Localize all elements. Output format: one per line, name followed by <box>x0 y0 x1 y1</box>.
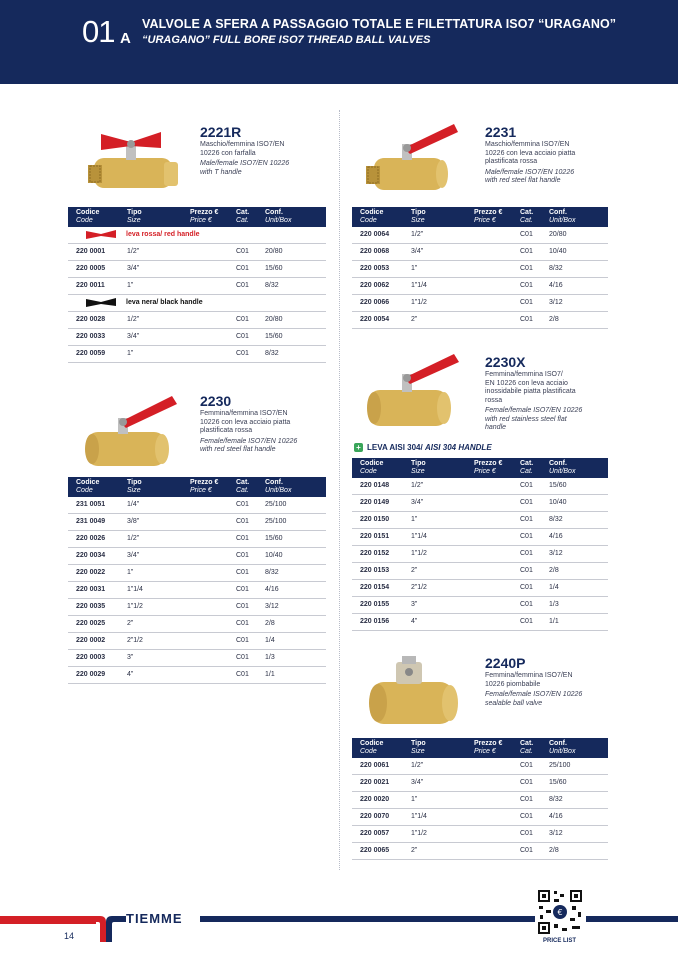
cell-conf: 25/100 <box>265 501 287 508</box>
cell-size: 1”1/4 <box>411 813 427 820</box>
table-2221R <box>68 207 326 363</box>
cell-code: 220 0152 <box>360 550 390 557</box>
cell-code: 220 0054 <box>360 316 390 323</box>
cell-cat: C01 <box>520 231 533 238</box>
cell-size: 3/8” <box>127 518 140 525</box>
product-desc-it: Maschio/femmina ISO7/EN 10226 con leva acciaio piatta plastificata rossa <box>485 141 576 165</box>
footer-navy-bar-right <box>586 916 678 922</box>
cell-code: 220 0148 <box>360 482 390 489</box>
table-row <box>352 758 608 775</box>
cell-cat: C01 <box>520 550 533 557</box>
cell-size: 1” <box>411 265 418 272</box>
section-letter: A <box>120 30 131 47</box>
table-row <box>352 792 608 809</box>
cell-size: 3” <box>127 654 134 661</box>
cell-conf: 20/80 <box>549 231 567 238</box>
cell-code: 220 0153 <box>360 567 390 574</box>
cell-size: 1/2” <box>411 482 424 489</box>
table-row <box>352 546 608 563</box>
valve-2230X-image <box>364 348 464 433</box>
valve-2240P-image <box>366 652 466 732</box>
cell-code: 220 0034 <box>76 552 106 559</box>
product-2240P-info <box>485 656 615 708</box>
product-2230X-info <box>485 355 615 433</box>
cell-code: 220 0064 <box>360 231 390 238</box>
cell-conf: 4/16 <box>549 282 563 289</box>
table-row <box>352 563 608 580</box>
cell-size: 2” <box>411 567 418 574</box>
cell-conf: 8/32 <box>549 265 563 272</box>
cell-cat: C01 <box>520 779 533 786</box>
product-code: 2240P <box>485 655 526 671</box>
product-desc-en: Female/female ISO7/EN 10226 sealable ball valve <box>485 691 583 707</box>
brand-logo-text: TIEMME <box>126 911 183 926</box>
table-row <box>352 312 608 329</box>
table-row <box>352 227 608 244</box>
table-row: 220 0005 3/4” C01 15/60 <box>68 261 326 278</box>
section-title-en: “URAGANO” FULL BORE ISO7 THREAD BALL VALVES <box>142 34 431 46</box>
table-2231 <box>352 207 608 329</box>
table-row <box>352 809 608 826</box>
cell-code: 220 0151 <box>360 533 390 540</box>
column-divider <box>339 110 340 870</box>
cell-cat: C01 <box>520 601 533 608</box>
cell-size: 1/2” <box>411 762 424 769</box>
table-row <box>352 580 608 597</box>
cell-cat: C01 <box>236 518 249 525</box>
cell-code: 220 0026 <box>76 535 106 542</box>
cell-code: 220 0020 <box>360 796 390 803</box>
cell-conf: 8/32 <box>549 516 563 523</box>
table-row <box>352 614 608 631</box>
cell-size: 1/4” <box>127 501 140 508</box>
cell-cat: C01 <box>236 654 249 661</box>
table-row <box>68 497 326 514</box>
table-row <box>68 616 326 633</box>
cell-cat: C01 <box>520 299 533 306</box>
plus-icon: + <box>354 443 363 452</box>
table-header: Codice Code Tipo Size Prezzo € Price € Cat. Cat. Conf. Unit/Box <box>68 477 326 497</box>
cell-size: 1”1/4 <box>127 586 143 593</box>
cell-code: 220 0070 <box>360 813 390 820</box>
table-row: 220 0001 1/2” C01 20/80 <box>68 244 326 261</box>
cell-cat: C01 <box>520 796 533 803</box>
cell-size: 2”1/2 <box>411 584 427 591</box>
table-row <box>352 244 608 261</box>
cell-conf: 2/8 <box>265 620 275 627</box>
footer-red-bar <box>0 916 96 924</box>
cell-code: 231 0049 <box>76 518 106 525</box>
table-row <box>68 599 326 616</box>
table-row <box>68 582 326 599</box>
valve-2230-image <box>82 392 182 472</box>
table-row <box>352 261 608 278</box>
cell-cat: C01 <box>520 533 533 540</box>
cell-conf: 4/16 <box>265 586 279 593</box>
cell-conf: 4/16 <box>549 533 563 540</box>
cell-size: 1” <box>127 569 134 576</box>
table-row <box>352 529 608 546</box>
cell-size: 1” <box>411 516 418 523</box>
table-row: 220 0033 3/4” C01 15/60 <box>68 329 326 346</box>
qr-code-icon[interactable] <box>536 888 584 936</box>
cell-cat: C01 <box>520 248 533 255</box>
cell-size: 2” <box>127 620 134 627</box>
cell-code: 220 0022 <box>76 569 106 576</box>
cell-conf: 3/12 <box>549 830 563 837</box>
table-row: 220 0059 1” C01 8/32 <box>68 346 326 363</box>
valve-2221R-image <box>86 120 181 200</box>
cell-code: 231 0051 <box>76 501 106 508</box>
product-desc-it: Femmina/femmina ISO7/EN 10226 piombabile <box>485 672 573 688</box>
cell-cat: C01 <box>520 516 533 523</box>
table-row <box>68 633 326 650</box>
table-row <box>352 775 608 792</box>
cell-code: 220 0021 <box>360 779 390 786</box>
handle-group-black: leva nera/ black handle <box>68 295 326 312</box>
table-header: Codice Code Tipo Size Prezzo € Price € Cat. Cat. Conf. Unit/Box <box>352 207 608 227</box>
cell-cat: C01 <box>520 584 533 591</box>
cell-conf: 1/1 <box>549 618 559 625</box>
price-list-label: PRICE LIST <box>543 938 577 944</box>
cell-cat: C01 <box>236 637 249 644</box>
cell-code: 220 0057 <box>360 830 390 837</box>
table-row <box>352 597 608 614</box>
product-desc-en: Male/female ISO7/EN 10226 with red steel flat handle <box>485 168 575 184</box>
table-row <box>352 495 608 512</box>
cell-size: 2” <box>411 316 418 323</box>
valve-2231-image <box>362 120 462 200</box>
cell-conf: 10/40 <box>265 552 283 559</box>
cell-conf: 10/40 <box>549 248 567 255</box>
cell-code: 220 0002 <box>76 637 106 644</box>
cell-cat: C01 <box>520 265 533 272</box>
product-desc-it: Femmina/femmina ISO7/ EN 10226 con leva acciaio inossidabile piatta plastificata rossa <box>485 371 576 404</box>
svg-text:€: € <box>557 908 563 917</box>
table-2230X <box>352 458 608 631</box>
cell-conf: 15/60 <box>265 535 283 542</box>
table-row <box>352 478 608 495</box>
table-row <box>68 650 326 667</box>
cell-code: 220 0053 <box>360 265 390 272</box>
cell-cat: C01 <box>520 830 533 837</box>
section-title-it: VALVOLE A SFERA A PASSAGGIO TOTALE E FILETTATURA ISO7 “URAGANO” <box>142 17 617 31</box>
table-header: Codice Code Tipo Size Prezzo € Price € Cat. Cat. Conf. Unit/Box <box>352 458 608 478</box>
table-header: Codice Code Tipo Size Prezzo € Price € Cat. Cat. Conf. Unit/Box <box>352 738 608 758</box>
black-handle-icon <box>86 298 116 307</box>
cell-cat: C01 <box>236 603 249 610</box>
cell-conf: 25/100 <box>265 518 287 525</box>
table-row <box>352 512 608 529</box>
cell-conf: 3/12 <box>265 603 279 610</box>
table-2230 <box>68 477 326 684</box>
cell-size: 1” <box>411 796 418 803</box>
cell-code: 220 0031 <box>76 586 106 593</box>
cell-cat: C01 <box>236 586 249 593</box>
cell-size: 1/2” <box>127 535 140 542</box>
cell-conf: 2/8 <box>549 567 559 574</box>
cell-size: 4” <box>411 618 418 625</box>
product-code: 2231 <box>485 124 517 140</box>
cell-conf: 8/32 <box>265 569 279 576</box>
handle-group-red: leva rossa/ red handle <box>68 227 326 244</box>
cell-cat: C01 <box>520 316 533 323</box>
cell-code: 220 0035 <box>76 603 106 610</box>
cell-cat: C01 <box>236 535 249 542</box>
cell-conf: 15/60 <box>549 779 567 786</box>
cell-cat: C01 <box>236 671 249 678</box>
footer-navy-bar <box>200 916 535 922</box>
cell-code: 220 0150 <box>360 516 390 523</box>
product-code: 2230 <box>200 393 232 409</box>
cell-code: 220 0061 <box>360 762 390 769</box>
cell-size: 1”1/4 <box>411 533 427 540</box>
cell-conf: 3/12 <box>549 550 563 557</box>
cell-size: 2”1/2 <box>127 637 143 644</box>
cell-cat: C01 <box>236 552 249 559</box>
cell-size: 3/4” <box>411 779 424 786</box>
cell-size: 1”1/2 <box>127 603 143 610</box>
cell-size: 2” <box>411 847 418 854</box>
cell-size: 1/2” <box>411 231 424 238</box>
cell-size: 3/4” <box>127 552 140 559</box>
table-2240P <box>352 738 608 860</box>
cell-code: 220 0149 <box>360 499 390 506</box>
product-desc-it: Maschio/femmina ISO7/EN 10226 con farfalla <box>200 141 285 157</box>
cell-conf: 1/3 <box>265 654 275 661</box>
cell-size: 1”1/2 <box>411 299 427 306</box>
aisi-handle-badge: + LEVA AISI 304/ AISI 304 HANDLE <box>354 443 492 452</box>
product-2221R-info <box>200 125 340 177</box>
product-2230-info <box>200 394 340 455</box>
cell-conf: 2/8 <box>549 316 559 323</box>
cell-code: 220 0155 <box>360 601 390 608</box>
table-header: Codice Code Tipo Size Prezzo € Price € Cat. Cat. Conf. Unit/Box <box>68 207 326 227</box>
cell-size: 3/4” <box>411 248 424 255</box>
cell-cat: C01 <box>236 569 249 576</box>
cell-cat: C01 <box>520 762 533 769</box>
cell-conf: 4/16 <box>549 813 563 820</box>
cell-code: 220 0065 <box>360 847 390 854</box>
table-row: 220 0028 1/2” C01 20/80 <box>68 312 326 329</box>
cell-conf: 10/40 <box>549 499 567 506</box>
cell-code: 220 0156 <box>360 618 390 625</box>
cell-code: 220 0003 <box>76 654 106 661</box>
cell-cat: C01 <box>236 501 249 508</box>
cell-size: 1”1/2 <box>411 830 427 837</box>
table-row <box>68 531 326 548</box>
product-desc-it: Femmina/femmina ISO7/EN 10226 con leva acciaio piatta plastificata rossa <box>200 410 291 434</box>
cell-conf: 1/1 <box>265 671 275 678</box>
cell-cat: C01 <box>236 620 249 627</box>
cell-conf: 1/3 <box>549 601 559 608</box>
table-row <box>68 667 326 684</box>
product-2231-info <box>485 125 615 186</box>
cell-size: 1”1/4 <box>411 282 427 289</box>
page-header <box>0 0 678 84</box>
product-desc-en: Female/female ISO7/EN 10226 with red stainless steel flat handle <box>485 407 583 431</box>
cell-conf: 25/100 <box>549 762 571 769</box>
tiemme-logo-mark <box>86 912 126 944</box>
cell-cat: C01 <box>520 482 533 489</box>
cell-code: 220 0154 <box>360 584 390 591</box>
cell-cat: C01 <box>520 567 533 574</box>
table-row: 220 0011 1” C01 8/32 <box>68 278 326 295</box>
table-row <box>68 548 326 565</box>
cell-size: 4” <box>127 671 134 678</box>
product-desc-en: Female/female ISO7/EN 10226 with red steel flat handle <box>200 437 298 453</box>
page-number: 14 <box>64 931 75 941</box>
cell-code: 220 0029 <box>76 671 106 678</box>
table-row <box>68 565 326 582</box>
product-code: 2230X <box>485 354 526 370</box>
cell-code: 220 0066 <box>360 299 390 306</box>
product-code: 2221R <box>200 124 242 140</box>
cell-cat: C01 <box>520 499 533 506</box>
product-desc-en: Male/female ISO7/EN 10226 with T handle <box>200 160 290 176</box>
cell-cat: C01 <box>520 847 533 854</box>
cell-conf: 1/4 <box>265 637 275 644</box>
red-handle-icon <box>86 230 116 239</box>
table-row <box>352 295 608 312</box>
table-row <box>352 843 608 860</box>
cell-cat: C01 <box>520 813 533 820</box>
table-row <box>352 826 608 843</box>
cell-code: 220 0025 <box>76 620 106 627</box>
section-number: 01 <box>82 14 115 49</box>
cell-size: 3/4” <box>411 499 424 506</box>
cell-cat: C01 <box>520 282 533 289</box>
cell-size: 1”1/2 <box>411 550 427 557</box>
cell-code: 220 0068 <box>360 248 390 255</box>
cell-conf: 15/60 <box>549 482 567 489</box>
cell-code: 220 0062 <box>360 282 390 289</box>
cell-conf: 3/12 <box>549 299 563 306</box>
cell-conf: 2/8 <box>549 847 559 854</box>
cell-conf: 1/4 <box>549 584 559 591</box>
cell-size: 3” <box>411 601 418 608</box>
cell-cat: C01 <box>520 618 533 625</box>
table-row <box>352 278 608 295</box>
table-row <box>68 514 326 531</box>
cell-conf: 8/32 <box>549 796 563 803</box>
